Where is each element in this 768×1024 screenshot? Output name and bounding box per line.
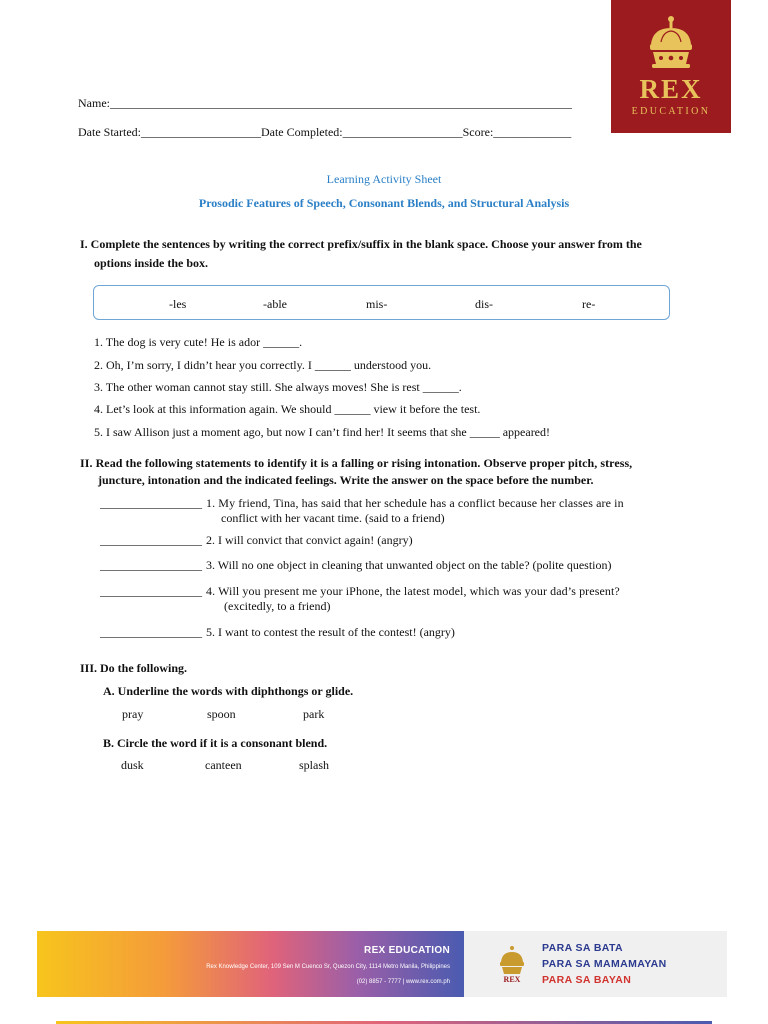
slogan-line: PARA SA MAMAMAYAN	[542, 958, 667, 970]
statement-text-cont: (excitedly, to a friend)	[224, 599, 331, 613]
slogan-line: PARA SA BATA	[542, 942, 624, 954]
footer-banner	[37, 931, 727, 997]
answer-blank[interactable]: _________________	[100, 584, 202, 598]
answer-blank[interactable]: _________________	[100, 625, 202, 639]
blend-word[interactable]: dusk	[121, 758, 144, 772]
section3-heading: III. Do the following.	[80, 661, 188, 675]
section2-heading-line1: II. Read the following statements to identify it is a falling or rising intonation. Observe proper pitch, stress,	[80, 456, 633, 470]
options-box	[93, 285, 670, 320]
option-word: dis-	[475, 297, 493, 311]
option-word: re-	[582, 297, 596, 311]
sheet-title: Learning Activity Sheet	[326, 172, 442, 186]
footer-crown-logo-icon	[496, 945, 528, 985]
section2-heading-line2: juncture, intonation and the indicated feelings. Write the answer on the space before the number.	[98, 473, 594, 487]
logo-subtitle: EDUCATION	[631, 106, 711, 117]
footer-contact: (02) 8857 - 7777 | www.rex.com.ph	[356, 979, 450, 985]
slogan-line: PARA SA BAYAN	[542, 974, 632, 986]
section1-item: 4. Let’s look at this information again. We should ______ view it before the test.	[94, 402, 481, 416]
footer-slogan-panel	[464, 931, 727, 997]
answer-blank[interactable]: _________________	[100, 558, 202, 572]
section1-heading-line1: I. Complete the sentences by writing the correct prefix/suffix in the blank space. Choose your answer from the	[80, 237, 642, 251]
section1-item: 1. The dog is very cute! He is ador ______.	[94, 335, 303, 349]
statement-text: 1. My friend, Tina, has said that her schedule has a conflict because her classes are in	[206, 496, 624, 510]
option-word: mis-	[366, 297, 388, 311]
footer-address: Rex Knowledge Center, 109 Sen M Cuenco Sr, Quezon City, 1114 Metro Manila, Philippines	[206, 964, 450, 970]
logo-name: REX	[639, 74, 703, 104]
statement-text: 5. I want to contest the result of the contest! (angry)	[206, 625, 455, 639]
topic-title: Prosodic Features of Speech, Consonant Blends, and Structural Analysis	[198, 196, 570, 210]
answer-blank[interactable]: _________________	[100, 496, 202, 510]
statement-text: 2. I will convict that convict again! (angry)	[206, 533, 413, 547]
diphthong-word[interactable]: park	[303, 707, 325, 721]
diphthong-word[interactable]: spoon	[207, 707, 236, 721]
answer-blank[interactable]: _________________	[100, 533, 202, 547]
section3a-heading: A. Underline the words with diphthongs or glide.	[103, 684, 354, 698]
section1-heading-line2: options inside the box.	[94, 256, 209, 270]
section3b-heading: B. Circle the word if it is a consonant blend.	[103, 736, 328, 750]
section1-item: 2. Oh, I’m sorry, I didn’t hear you correctly. I ______ understood you.	[94, 358, 432, 372]
blend-word[interactable]: splash	[299, 758, 329, 772]
footer-org-name: REX EDUCATION	[364, 945, 450, 956]
statement-text: 4. Will you present me your iPhone, the latest model, which was your dad’s present?	[206, 584, 620, 598]
section1-item: 5. I saw Allison just a moment ago, but now I can’t find her! It seems that she _____ appeared!	[94, 425, 551, 439]
option-word: -able	[263, 297, 287, 311]
name-field[interactable]: Name:_____________________________________________________________________________	[78, 96, 572, 110]
dates-score-fields[interactable]: Date Started:____________________Date Completed:____________________Score:_____________	[78, 125, 572, 139]
statement-text-cont: conflict with her vacant time. (said to a friend)	[221, 511, 445, 525]
crown-icon	[643, 14, 699, 70]
section1-item: 3. The other woman cannot stay still. She always moves! She is rest ______.	[94, 380, 462, 394]
rex-logo	[611, 0, 731, 133]
blend-word[interactable]: canteen	[205, 758, 242, 772]
diphthong-word[interactable]: pray	[122, 707, 144, 721]
svg-text:REX: REX	[503, 975, 521, 984]
statement-text: 3. Will no one object in cleaning that unwanted object on the table? (polite question)	[206, 558, 612, 572]
footer-contact-panel	[37, 931, 464, 997]
option-word: -les	[169, 297, 187, 311]
